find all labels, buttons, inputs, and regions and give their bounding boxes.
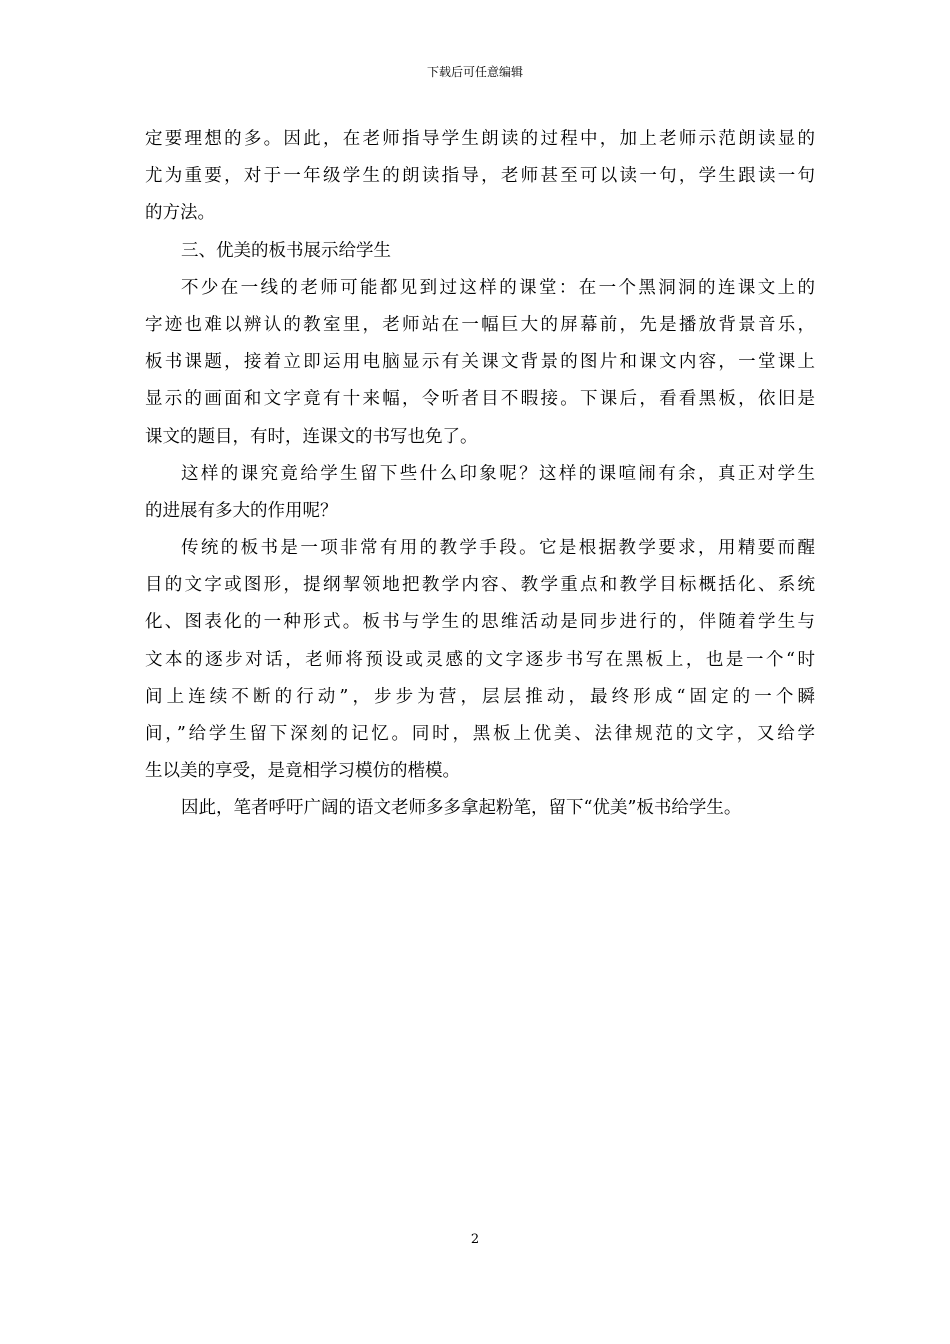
text-line: 不少在一线的老师可能都见到过这样的课堂：在一个黑洞洞的连课文上的	[181, 277, 815, 298]
text-line: 板书课题，接着立即运用电脑显示有关课文背景的图片和课文内容，一堂课上	[145, 352, 815, 373]
text-line: 传统的板书是一项非常有用的教学手段。它是根据教学要求，用精要而醒	[181, 538, 815, 559]
paragraph	[145, 530, 815, 790]
section-heading	[145, 233, 815, 270]
document-body	[145, 121, 815, 828]
paragraph	[145, 456, 815, 530]
text-line: 因此，笔者呼吁广阔的语文老师多多拿起粉笔，留下“优美”板书给学生。	[181, 798, 742, 819]
text-line: 定要理想的多。因此，在老师指导学生朗读的过程中，加上老师示范朗读显的	[145, 129, 815, 149]
paragraph	[145, 270, 815, 456]
page-number: 2	[470, 1232, 480, 1247]
text-line: 字迹也难以辨认的教室里，老师站在一幅巨大的屏幕前，先是播放背景音乐，	[145, 314, 815, 335]
text-line: 化、图表化的一种形式。板书与学生的思维活动是同步进行的，伴随着学生与	[145, 612, 815, 633]
text-line: 间，”给学生留下深刻的记忆。同时，黑板上优美、法律规范的文字，又给学	[145, 724, 815, 744]
text-line: 尤为重要，对于一年级学生的朗读指导，老师甚至可以读一句，学生跟读一句	[145, 166, 815, 187]
heading-text: 三、优美的板书展示给学生	[181, 240, 391, 261]
page-header: 下载后可任意编辑	[426, 65, 523, 79]
paragraph	[145, 790, 815, 827]
text-line: 文本的逐步对话，老师将预设或灵感的文字逐步书写在黑板上，也是一个“时	[145, 649, 815, 670]
text-line: 间上连续不断的行动”，步步为营，层层推动，最终形成“固定的一个瞬	[145, 686, 815, 707]
text-line: 的方法。	[145, 203, 215, 224]
text-line: 课文的题目，有时，连课文的书写也免了。	[145, 426, 478, 447]
paragraph-continuation	[145, 121, 815, 233]
text-line: 生以美的享受，是竟相学习模仿的楷模。	[145, 761, 460, 782]
text-line: 的进展有多大的作用呢？	[145, 500, 338, 521]
text-line: 显示的画面和文字竟有十来幅，令听者目不暇接。下课后，看看黑板，依旧是	[145, 389, 815, 410]
text-line: 目的文字或图形，提纲挈领地把教学内容、教学重点和教学目标概括化、系统	[145, 575, 815, 596]
text-line: 这样的课究竟给学生留下些什么印象呢？这样的课喧闹有余，真正对学生	[181, 463, 815, 484]
